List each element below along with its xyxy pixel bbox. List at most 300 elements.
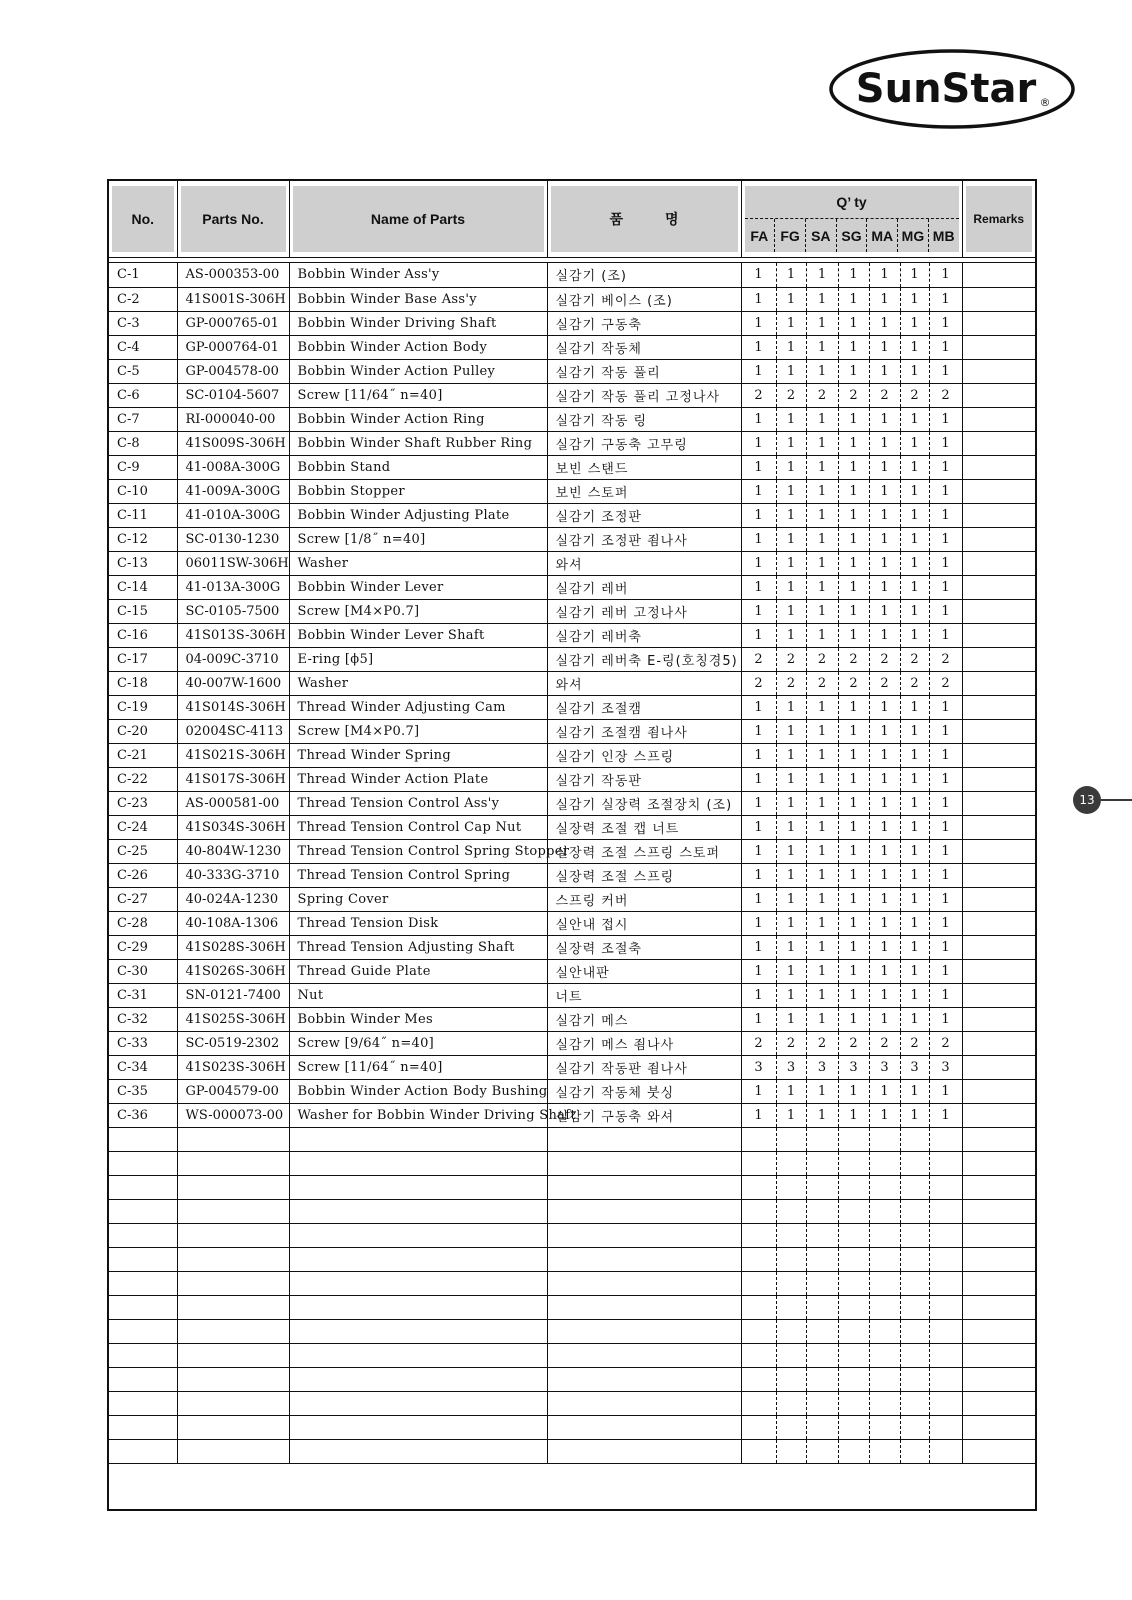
cell-qty — [900, 1127, 929, 1151]
cell-qty: 2 — [900, 671, 929, 695]
cell-qty — [776, 1367, 806, 1391]
cell-qty: 1 — [806, 311, 838, 335]
header-qty-mb: MB — [928, 219, 959, 252]
cell-qty: 1 — [869, 263, 900, 287]
cell-qty — [741, 1295, 776, 1319]
cell-qty — [900, 1247, 929, 1271]
cell-qty: 1 — [776, 359, 806, 383]
cell-remarks — [962, 767, 1035, 791]
cell-remarks — [962, 599, 1035, 623]
cell-qty: 1 — [776, 287, 806, 311]
table-row — [109, 935, 1035, 959]
cell-qty: 1 — [869, 791, 900, 815]
cell-qty: 1 — [900, 1103, 929, 1127]
cell-qty: 1 — [900, 1079, 929, 1103]
cell-qty: 1 — [806, 743, 838, 767]
cell-parts-no: 41-009A-300G — [177, 479, 289, 503]
table-row — [109, 455, 1035, 479]
cell-korean-name: 보빈 스토퍼 — [547, 479, 741, 503]
cell-qty: 1 — [806, 287, 838, 311]
cell-part-name — [289, 1343, 547, 1367]
cell-qty: 1 — [806, 695, 838, 719]
cell-part-name: Screw [1/8˝ n=40] — [289, 527, 547, 551]
header-qty-mg: MG — [897, 219, 928, 252]
cell-qty — [869, 1343, 900, 1367]
cell-parts-no: WS-000073-00 — [177, 1103, 289, 1127]
cell-qty: 1 — [838, 791, 869, 815]
cell-part-name: Bobbin Winder Shaft Rubber Ring — [289, 431, 547, 455]
cell-qty: 2 — [869, 647, 900, 671]
cell-qty: 1 — [776, 887, 806, 911]
cell-qty: 1 — [776, 767, 806, 791]
cell-qty: 1 — [776, 599, 806, 623]
cell-no: C-16 — [109, 623, 177, 647]
cell-qty — [776, 1199, 806, 1223]
cell-qty: 1 — [838, 887, 869, 911]
cell-qty: 1 — [806, 407, 838, 431]
cell-parts-no: SC-0104-5607 — [177, 383, 289, 407]
cell-qty — [929, 1319, 962, 1343]
table-row — [109, 863, 1035, 887]
cell-korean-name — [547, 1223, 741, 1247]
cell-korean-name: 실감기 작동체 — [547, 335, 741, 359]
header-name-of-parts: Name of Parts — [293, 186, 544, 252]
cell-no: C-2 — [109, 287, 177, 311]
cell-qty: 1 — [900, 1007, 929, 1031]
cell-parts-no — [177, 1271, 289, 1295]
cell-korean-name: 실안내판 — [547, 959, 741, 983]
cell-no: C-26 — [109, 863, 177, 887]
cell-korean-name — [547, 1343, 741, 1367]
cell-qty — [869, 1223, 900, 1247]
cell-parts-no: 41-008A-300G — [177, 455, 289, 479]
cell-qty: 1 — [929, 455, 962, 479]
cell-qty — [869, 1367, 900, 1391]
cell-part-name — [289, 1391, 547, 1415]
cell-qty: 1 — [741, 695, 776, 719]
cell-qty: 1 — [869, 1079, 900, 1103]
cell-no: C-3 — [109, 311, 177, 335]
cell-no — [109, 1199, 177, 1223]
sunstar-logo-graphic — [828, 48, 1076, 130]
cell-qty: 1 — [741, 1103, 776, 1127]
cell-qty: 1 — [869, 911, 900, 935]
cell-qty: 1 — [929, 311, 962, 335]
cell-qty: 1 — [776, 575, 806, 599]
cell-qty — [776, 1271, 806, 1295]
table-row — [109, 551, 1035, 575]
cell-qty — [869, 1391, 900, 1415]
cell-qty: 1 — [869, 575, 900, 599]
cell-qty — [929, 1247, 962, 1271]
cell-no — [109, 1415, 177, 1439]
cell-qty: 2 — [838, 1031, 869, 1055]
cell-no: C-35 — [109, 1079, 177, 1103]
cell-part-name — [289, 1439, 547, 1463]
cell-qty: 1 — [776, 479, 806, 503]
cell-qty: 1 — [838, 839, 869, 863]
cell-qty — [900, 1199, 929, 1223]
table-row — [109, 671, 1035, 695]
cell-qty: 1 — [929, 767, 962, 791]
cell-qty: 3 — [929, 1055, 962, 1079]
table-row — [109, 959, 1035, 983]
cell-qty — [776, 1127, 806, 1151]
cell-korean-name: 실감기 작동 풀리 고정나사 — [547, 383, 741, 407]
cell-qty: 2 — [741, 647, 776, 671]
table-row-empty — [109, 1247, 1035, 1271]
cell-qty — [929, 1271, 962, 1295]
cell-part-name: Bobbin Winder Action Ring — [289, 407, 547, 431]
cell-parts-no: SC-0130-1230 — [177, 527, 289, 551]
cell-qty: 1 — [900, 815, 929, 839]
cell-part-name: Thread Tension Control Spring — [289, 863, 547, 887]
table-row-empty — [109, 1367, 1035, 1391]
cell-parts-no: AS-000581-00 — [177, 791, 289, 815]
cell-qty: 3 — [806, 1055, 838, 1079]
cell-parts-no: 41S009S-306H — [177, 431, 289, 455]
cell-korean-name: 너트 — [547, 983, 741, 1007]
cell-no: C-7 — [109, 407, 177, 431]
cell-korean-name: 실감기 작동판 죔나사 — [547, 1055, 741, 1079]
cell-no: C-30 — [109, 959, 177, 983]
cell-qty: 2 — [776, 647, 806, 671]
cell-qty — [838, 1223, 869, 1247]
table-row — [109, 359, 1035, 383]
cell-korean-name — [547, 1175, 741, 1199]
cell-korean-name: 실감기 작동판 — [547, 767, 741, 791]
cell-qty — [869, 1439, 900, 1463]
cell-qty — [806, 1199, 838, 1223]
cell-parts-no: SC-0519-2302 — [177, 1031, 289, 1055]
cell-qty: 1 — [741, 407, 776, 431]
cell-korean-name: 실안내 접시 — [547, 911, 741, 935]
cell-korean-name: 실감기 메스 — [547, 1007, 741, 1031]
cell-no: C-14 — [109, 575, 177, 599]
cell-remarks — [962, 479, 1035, 503]
cell-qty: 1 — [869, 431, 900, 455]
header-qty-fa: FA — [750, 227, 769, 244]
cell-remarks — [962, 719, 1035, 743]
table-row — [109, 383, 1035, 407]
cell-qty: 1 — [776, 815, 806, 839]
table-row — [109, 743, 1035, 767]
cell-qty: 1 — [776, 1079, 806, 1103]
cell-no: C-36 — [109, 1103, 177, 1127]
cell-part-name: Bobbin Winder Lever — [289, 575, 547, 599]
cell-remarks — [962, 503, 1035, 527]
cell-part-name: Screw [M4×P0.7] — [289, 599, 547, 623]
cell-qty: 2 — [776, 1031, 806, 1055]
cell-remarks — [962, 935, 1035, 959]
cell-qty: 1 — [900, 887, 929, 911]
cell-qty: 1 — [900, 455, 929, 479]
cell-parts-no: 40-024A-1230 — [177, 887, 289, 911]
cell-remarks — [962, 1439, 1035, 1463]
cell-part-name: Bobbin Winder Mes — [289, 1007, 547, 1031]
cell-qty — [900, 1367, 929, 1391]
table-row — [109, 1007, 1035, 1031]
cell-qty: 1 — [929, 815, 962, 839]
table-row — [109, 887, 1035, 911]
cell-no: C-9 — [109, 455, 177, 479]
header-qty-fg: FG — [774, 219, 805, 252]
table-row — [109, 503, 1035, 527]
cell-qty: 1 — [741, 911, 776, 935]
cell-qty — [741, 1223, 776, 1247]
cell-remarks — [962, 695, 1035, 719]
cell-parts-no — [177, 1127, 289, 1151]
svg-text:SunStar: SunStar — [855, 66, 1037, 112]
cell-parts-no: 40-804W-1230 — [177, 839, 289, 863]
page-marker-line — [1101, 799, 1132, 801]
table-row-empty — [109, 1199, 1035, 1223]
cell-no: C-20 — [109, 719, 177, 743]
cell-qty: 1 — [776, 335, 806, 359]
cell-no — [109, 1319, 177, 1343]
cell-part-name: Thread Guide Plate — [289, 959, 547, 983]
cell-qty: 1 — [776, 431, 806, 455]
cell-qty: 1 — [741, 1007, 776, 1031]
cell-qty: 1 — [929, 719, 962, 743]
cell-qty: 1 — [869, 599, 900, 623]
cell-qty — [869, 1319, 900, 1343]
cell-qty: 1 — [838, 599, 869, 623]
cell-part-name — [289, 1319, 547, 1343]
cell-qty: 1 — [900, 863, 929, 887]
cell-remarks — [962, 791, 1035, 815]
cell-qty: 1 — [806, 767, 838, 791]
cell-part-name: Washer — [289, 551, 547, 575]
cell-qty: 1 — [838, 743, 869, 767]
cell-qty: 1 — [776, 503, 806, 527]
cell-qty — [929, 1223, 962, 1247]
cell-qty: 1 — [869, 407, 900, 431]
header-parts-no: Parts No. — [181, 186, 286, 252]
cell-qty: 1 — [900, 551, 929, 575]
cell-parts-no: AS-000353-00 — [177, 263, 289, 287]
cell-korean-name — [547, 1295, 741, 1319]
cell-qty: 1 — [900, 911, 929, 935]
cell-qty: 1 — [929, 983, 962, 1007]
cell-qty: 1 — [900, 527, 929, 551]
cell-remarks — [962, 1055, 1035, 1079]
cell-qty — [741, 1439, 776, 1463]
cell-qty — [776, 1247, 806, 1271]
cell-qty: 1 — [838, 983, 869, 1007]
cell-qty — [806, 1415, 838, 1439]
cell-parts-no: 41S025S-306H — [177, 1007, 289, 1031]
cell-qty: 1 — [929, 1007, 962, 1031]
cell-part-name: Thread Tension Adjusting Shaft — [289, 935, 547, 959]
cell-qty — [929, 1295, 962, 1319]
cell-qty — [869, 1415, 900, 1439]
cell-remarks — [962, 1391, 1035, 1415]
cell-qty — [838, 1127, 869, 1151]
cell-qty: 1 — [838, 719, 869, 743]
cell-no — [109, 1343, 177, 1367]
cell-remarks — [962, 1007, 1035, 1031]
cell-qty: 1 — [838, 287, 869, 311]
cell-qty: 1 — [869, 767, 900, 791]
cell-remarks — [962, 431, 1035, 455]
cell-parts-no: 41S023S-306H — [177, 1055, 289, 1079]
cell-qty — [900, 1319, 929, 1343]
table-row — [109, 1103, 1035, 1127]
cell-qty: 1 — [806, 983, 838, 1007]
cell-qty — [869, 1247, 900, 1271]
cell-qty: 1 — [741, 263, 776, 287]
cell-parts-no: SC-0105-7500 — [177, 599, 289, 623]
cell-parts-no: 41S034S-306H — [177, 815, 289, 839]
cell-remarks — [962, 1343, 1035, 1367]
cell-qty: 2 — [806, 647, 838, 671]
cell-qty: 1 — [900, 287, 929, 311]
cell-qty: 1 — [838, 1079, 869, 1103]
cell-remarks — [962, 455, 1035, 479]
cell-qty: 2 — [869, 671, 900, 695]
cell-qty: 1 — [776, 959, 806, 983]
cell-qty: 3 — [869, 1055, 900, 1079]
cell-qty — [741, 1247, 776, 1271]
cell-qty: 1 — [900, 935, 929, 959]
cell-parts-no: 41S017S-306H — [177, 767, 289, 791]
cell-qty: 1 — [838, 935, 869, 959]
cell-qty: 1 — [929, 335, 962, 359]
table-row — [109, 479, 1035, 503]
table-row-empty — [109, 1127, 1035, 1151]
cell-qty: 1 — [900, 431, 929, 455]
table-row — [109, 287, 1035, 311]
parts-table-body — [109, 263, 1035, 1464]
cell-qty: 1 — [741, 599, 776, 623]
cell-qty — [776, 1415, 806, 1439]
cell-qty — [806, 1367, 838, 1391]
cell-no: C-25 — [109, 839, 177, 863]
cell-qty: 1 — [929, 527, 962, 551]
cell-remarks — [962, 815, 1035, 839]
cell-qty — [838, 1367, 869, 1391]
cell-no: C-23 — [109, 791, 177, 815]
cell-no: C-15 — [109, 599, 177, 623]
cell-part-name — [289, 1415, 547, 1439]
cell-parts-no: 41-010A-300G — [177, 503, 289, 527]
cell-part-name — [289, 1271, 547, 1295]
table-row — [109, 599, 1035, 623]
cell-remarks — [962, 1079, 1035, 1103]
cell-korean-name: 실감기 레버 고정나사 — [547, 599, 741, 623]
cell-qty: 1 — [869, 287, 900, 311]
cell-remarks — [962, 839, 1035, 863]
cell-qty: 1 — [869, 1007, 900, 1031]
cell-qty: 1 — [929, 887, 962, 911]
cell-remarks — [962, 1199, 1035, 1223]
cell-qty: 1 — [838, 527, 869, 551]
cell-remarks — [962, 743, 1035, 767]
table-row — [109, 263, 1035, 287]
cell-qty — [776, 1151, 806, 1175]
cell-qty — [806, 1271, 838, 1295]
cell-qty — [806, 1343, 838, 1367]
cell-qty — [741, 1343, 776, 1367]
cell-qty: 1 — [869, 311, 900, 335]
cell-qty: 1 — [741, 743, 776, 767]
cell-qty — [869, 1295, 900, 1319]
cell-qty — [741, 1319, 776, 1343]
cell-part-name: Washer — [289, 671, 547, 695]
cell-qty: 1 — [869, 359, 900, 383]
header-remarks: Remarks — [966, 186, 1033, 252]
table-row — [109, 335, 1035, 359]
cell-qty — [929, 1175, 962, 1199]
cell-korean-name: 실감기 인장 스프링 — [547, 743, 741, 767]
cell-qty: 1 — [838, 623, 869, 647]
cell-qty: 1 — [806, 335, 838, 359]
cell-parts-no: 40-007W-1600 — [177, 671, 289, 695]
cell-part-name — [289, 1295, 547, 1319]
cell-qty: 1 — [776, 1007, 806, 1031]
cell-korean-name: 실감기 구동축 — [547, 311, 741, 335]
cell-no: C-31 — [109, 983, 177, 1007]
cell-qty — [838, 1319, 869, 1343]
cell-qty: 1 — [741, 623, 776, 647]
cell-part-name: Bobbin Winder Driving Shaft — [289, 311, 547, 335]
cell-qty: 1 — [900, 311, 929, 335]
cell-korean-name: 실감기 작동 링 — [547, 407, 741, 431]
cell-korean-name — [547, 1367, 741, 1391]
cell-qty: 1 — [741, 767, 776, 791]
cell-qty — [776, 1343, 806, 1367]
cell-qty: 2 — [741, 383, 776, 407]
cell-qty: 1 — [900, 263, 929, 287]
cell-qty: 2 — [806, 1031, 838, 1055]
cell-remarks — [962, 383, 1035, 407]
cell-no — [109, 1127, 177, 1151]
cell-remarks — [962, 311, 1035, 335]
cell-qty: 1 — [806, 911, 838, 935]
cell-parts-no: 41S014S-306H — [177, 695, 289, 719]
cell-korean-name: 실감기 작동체 붓싱 — [547, 1079, 741, 1103]
cell-qty: 1 — [869, 527, 900, 551]
cell-korean-name — [547, 1439, 741, 1463]
cell-qty: 1 — [806, 839, 838, 863]
cell-qty — [900, 1391, 929, 1415]
cell-qty: 1 — [806, 431, 838, 455]
page-number-badge: 13 — [1073, 786, 1101, 814]
header-qty-ma: MA — [866, 219, 897, 252]
cell-qty: 1 — [806, 575, 838, 599]
cell-remarks — [962, 551, 1035, 575]
cell-remarks — [962, 335, 1035, 359]
cell-qty — [741, 1199, 776, 1223]
cell-parts-no: GP-004578-00 — [177, 359, 289, 383]
cell-parts-no: 06011SW-306H — [177, 551, 289, 575]
cell-qty: 1 — [776, 623, 806, 647]
cell-qty — [806, 1247, 838, 1271]
cell-remarks — [962, 983, 1035, 1007]
cell-qty: 1 — [869, 959, 900, 983]
cell-qty: 1 — [900, 623, 929, 647]
cell-parts-no — [177, 1175, 289, 1199]
cell-qty: 1 — [869, 743, 900, 767]
cell-qty: 1 — [929, 599, 962, 623]
cell-qty: 1 — [929, 791, 962, 815]
cell-qty: 1 — [806, 863, 838, 887]
cell-qty: 1 — [776, 551, 806, 575]
cell-qty: 1 — [741, 983, 776, 1007]
cell-korean-name: 실감기 조절캠 — [547, 695, 741, 719]
table-row-empty — [109, 1415, 1035, 1439]
